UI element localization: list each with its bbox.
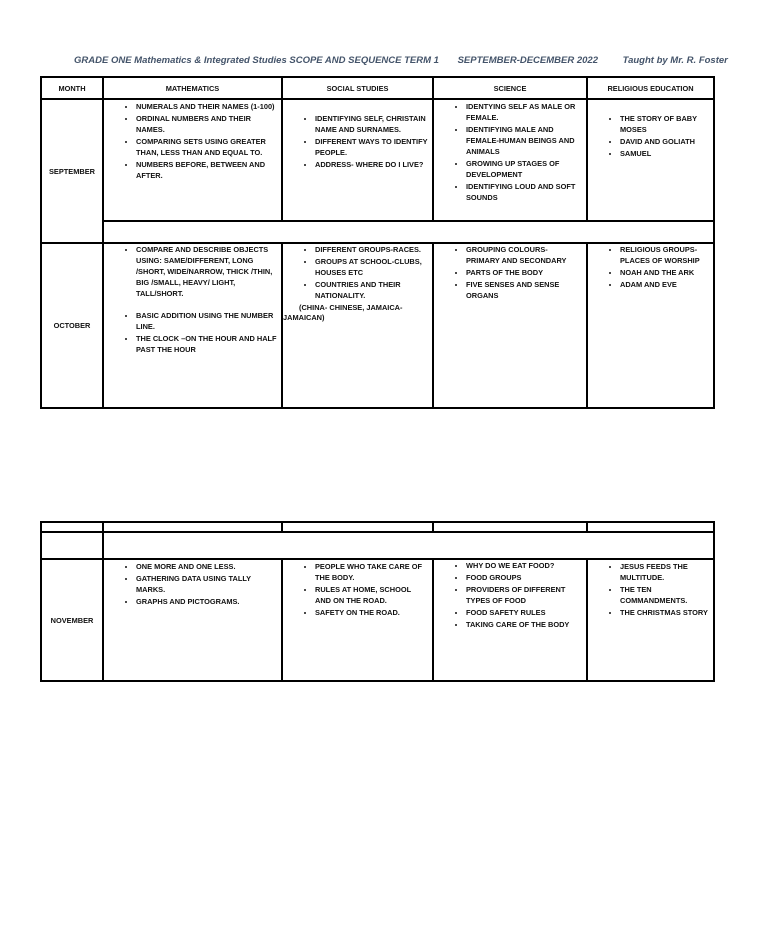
list-item: • FOOD SAFETY RULES <box>466 607 582 618</box>
table-row-spacer <box>41 221 714 243</box>
scope-table-2 <box>40 521 715 682</box>
list-item: • DIFFERENT GROUPS-RACES. <box>315 244 428 255</box>
list-item: • GRAPHS AND PICTOGRAMS. <box>136 596 277 607</box>
list-item: • DAVID AND GOLIATH <box>620 136 709 147</box>
table-header-row-empty <box>41 522 714 532</box>
list-item: • GROUPING COLOURS- PRIMARY AND SECONDARY <box>466 244 582 266</box>
list-item: • ORDINAL NUMBERS AND THEIR NAMES. <box>136 113 277 135</box>
document-header <box>74 55 728 66</box>
social-note-cont: JAMAICAN) <box>283 313 325 322</box>
spacer-cell <box>103 532 714 559</box>
november-science-cell <box>433 559 587 681</box>
document-title: GRADE ONE Mathematics & Integrated Studies SCOPE AND SEQUENCE TERM 1 <box>74 55 439 66</box>
october-religious-cell <box>587 243 714 408</box>
list-item: • NOAH AND THE ARK <box>620 267 709 278</box>
list-item: • IDENTIFYING MALE AND FEMALE-HUMAN BEINGS AND ANIMALS <box>466 124 582 157</box>
list-item: • ONE MORE AND ONE LESS. <box>136 561 277 572</box>
list-item: • IDENTIFYING SELF, CHRISTAIN NAME AND SURNAMES. <box>315 113 428 135</box>
list-item: • THE STORY OF BABY MOSES <box>620 113 709 135</box>
list-item: • COUNTRIES AND THEIR NATIONALITY. <box>315 279 428 301</box>
october-science-cell <box>433 243 587 408</box>
teacher-name: Taught by Mr. R. Foster <box>622 55 728 66</box>
november-math-cell <box>103 559 282 681</box>
empty-header-cell <box>41 522 103 532</box>
list-item: • PEOPLE WHO TAKE CARE OF THE BODY. <box>315 561 428 583</box>
table-row-november <box>41 559 714 681</box>
list-item: • THE CHRISTMAS STORY <box>620 607 709 618</box>
list-item: • GROUPS AT SCHOOL-CLUBS, HOUSES ETC <box>315 256 428 278</box>
term-dates: SEPTEMBER-DECEMBER 2022 <box>457 55 598 66</box>
list-item: • THE TEN COMMANDMENTS. <box>620 584 709 606</box>
list-item: • NUMERALS AND THEIR NAMES (1-100) <box>136 101 277 112</box>
table-row-spacer <box>41 532 714 559</box>
september-social-cell <box>282 99 433 221</box>
month-september: SEPTEMBER <box>41 99 103 243</box>
list-item: • DIFFERENT WAYS TO IDENTIFY PEOPLE. <box>315 136 428 158</box>
col-header-science: SCIENCE <box>433 77 587 99</box>
list-item: • ADDRESS- WHERE DO I LIVE? <box>315 159 428 170</box>
spacer-cell <box>103 221 714 243</box>
empty-header-cell <box>282 522 433 532</box>
list-item: • COMPARING SETS USING GREATER THAN, LESS THAN AND EQUAL TO. <box>136 136 277 158</box>
list-item: • WHY DO WE EAT FOOD? <box>466 560 582 571</box>
empty-header-cell <box>433 522 587 532</box>
list-item: • PARTS OF THE BODY <box>466 267 582 278</box>
table-row-october <box>41 243 714 408</box>
table-row-september <box>41 99 714 221</box>
list-item: • TAKING CARE OF THE BODY <box>466 619 582 630</box>
list-item: • GROWING UP STAGES OF DEVELOPMENT <box>466 158 582 180</box>
spacer-cell <box>41 532 103 559</box>
list-item: • ADAM AND EVE <box>620 279 709 290</box>
list-item: • THE CLOCK –ON THE HOUR AND HALF PAST THE HOUR <box>136 333 277 355</box>
november-religious-cell <box>587 559 714 681</box>
november-social-cell <box>282 559 433 681</box>
october-social-cell <box>282 243 433 408</box>
list-item: • RELIGIOUS GROUPS- PLACES OF WORSHIP <box>620 244 709 266</box>
month-november: NOVEMBER <box>41 559 103 681</box>
col-header-religious-education: RELIGIOUS EDUCATION <box>587 77 714 99</box>
list-item: • RULES AT HOME, SCHOOL AND ON THE ROAD. <box>315 584 428 606</box>
october-math-cell <box>103 243 282 408</box>
scope-table-1 <box>40 76 715 409</box>
col-header-month: MONTH <box>41 77 103 99</box>
list-item: • FIVE SENSES AND SENSE ORGANS <box>466 279 582 301</box>
col-header-mathematics: MATHEMATICS <box>103 77 282 99</box>
list-item: • FOOD GROUPS <box>466 572 582 583</box>
list-item: • IDENTIFYING LOUD AND SOFT SOUNDS <box>466 181 582 203</box>
month-october: OCTOBER <box>41 243 103 408</box>
september-religious-cell <box>587 99 714 221</box>
list-item: • IDENTYING SELF AS MALE OR FEMALE. <box>466 101 582 123</box>
col-header-social-studies: SOCIAL STUDIES <box>282 77 433 99</box>
empty-header-cell <box>103 522 282 532</box>
social-note: (CHINA- CHINESE, JAMAICA- <box>299 303 403 312</box>
table-header-row <box>41 77 714 99</box>
empty-header-cell <box>587 522 714 532</box>
list-item: • BASIC ADDITION USING THE NUMBER LINE. <box>136 310 277 332</box>
list-item: • JESUS FEEDS THE MULTITUDE. <box>620 561 709 583</box>
list-item: • NUMBERS BEFORE, BETWEEN AND AFTER. <box>136 159 277 181</box>
list-item: • SAFETY ON THE ROAD. <box>315 607 428 618</box>
list-item: • COMPARE AND DESCRIBE OBJECTS USING: SAME/DIFFERENT, LONG /SHORT, WIDE/NARROW, THICK /THIN, BIG /SMALL, HEAVY/ LIGHT, TALL/SHORT. <box>136 244 277 299</box>
list-item: • PROVIDERS OF DIFFERENT TYPES OF FOOD <box>466 584 582 606</box>
list-item: • GATHERING DATA USING TALLY MARKS. <box>136 573 277 595</box>
september-math-cell <box>103 99 282 221</box>
september-science-cell <box>433 99 587 221</box>
list-item: • SAMUEL <box>620 148 709 159</box>
